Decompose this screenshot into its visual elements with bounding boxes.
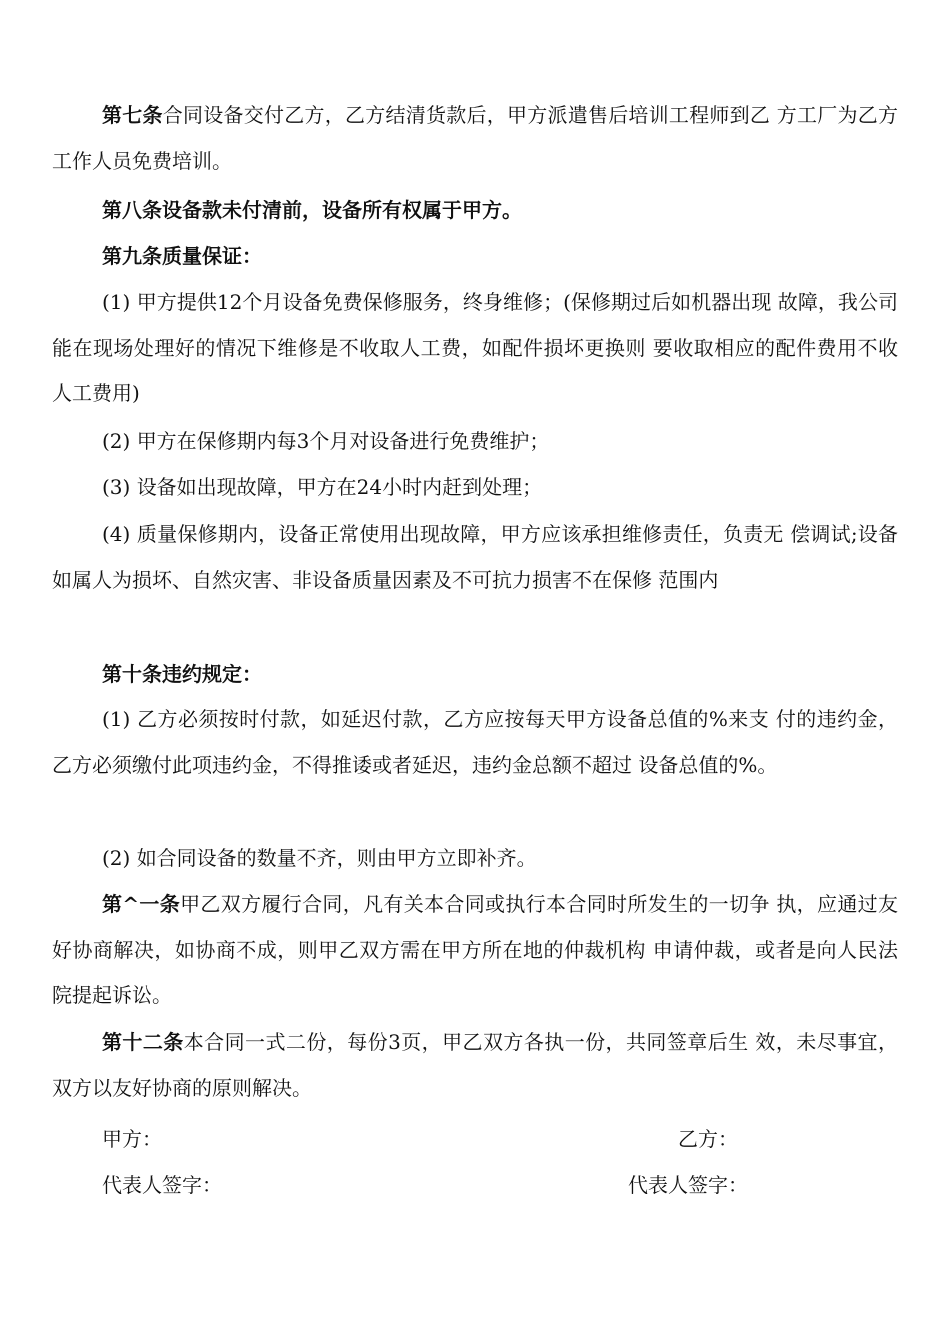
party-a-label: 甲方： [102,1127,162,1151]
clause-11-heading: 第^一条 [102,892,181,916]
clause-10-item-1: (1) 乙方必须按时付款，如延迟付款，乙方应按每天甲方设备总值的%来支 付的违约金，乙方必须缴付此项违约金，不得推诿或者延迟，违约金总额不超过 设备总值的%。 [52,707,898,777]
clause-12 [52,1020,898,1111]
party-b-label: 乙方： [678,1127,738,1151]
rep-a-label: 代表人签字： [102,1173,222,1197]
clause-10-heading: 第十条违约规定： [102,662,262,686]
clause-9-heading: 第九条质量保证： [102,244,262,268]
clause-9-item-3: (3) 设备如出现故障，甲方在24小时内赶到处理； [102,475,543,499]
clause-7-text: 合同设备交付乙方，乙方结清货款后，甲方派遣售后培训工程师到乙 方工厂为乙方工作人员免费培训。 [52,103,899,173]
clause-11-text: 甲乙双方履行合同，凡有关本合同或执行本合同时所发生的一切争 执，应通过友好协商解决，如协商不成，则甲乙双方需在甲方所在地的仲裁机构 申请仲裁，或者是向人民法院提起诉讼。 [52,892,899,1007]
clause-8: 第八条设备款未付清前，设备所有权属于甲方。 [102,198,522,222]
clause-7 [52,93,898,184]
clause-10-item-2: (2) 如合同设备的数量不齐，则由甲方立即补齐。 [102,846,537,870]
clause-9-item-1: (1) 甲方提供12个月设备免费保修服务，终身维修；(保修期过后如机器出现 故障，我公司能在现场处理好的情况下维修是不收取人工费，如配件损坏更换则 要收取相应的配件费用不收人工费用) [52,290,898,405]
clause-9-item-4: (4) 质量保修期内，设备正常使用出现故障，甲方应该承担维修责任，负责无 偿调试;设备如属人为损坏、自然灾害、非设备质量因素及不可抗力损害不在保修 范围内 [52,522,898,592]
clause-7-heading: 第七条 [102,103,163,127]
clause-11 [52,882,898,1019]
clause-12-heading: 第十二条 [102,1030,184,1054]
rep-b-label: 代表人签字： [628,1173,748,1197]
clause-12-text: 本合同一式二份，每份3页，甲乙双方各执一份，共同签章后生 效，未尽事宜，双方以友好协商的原则解决。 [52,1030,898,1100]
clause-9-item-2: (2) 甲方在保修期内每3个月对设备进行免费维护； [102,429,550,453]
